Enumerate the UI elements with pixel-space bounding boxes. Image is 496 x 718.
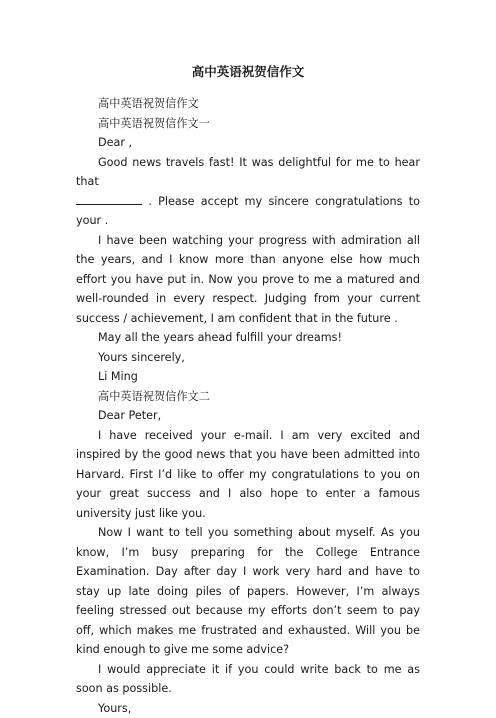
section-heading: 高中英语祝贺信作文二 bbox=[76, 387, 420, 407]
section-heading: 高中英语祝贺信作文 bbox=[76, 94, 420, 114]
closing: Yours, bbox=[76, 699, 420, 718]
closing: Yours sincerely, bbox=[76, 348, 420, 368]
body-paragraph-with-blank bbox=[76, 192, 420, 231]
salutation: Dear , bbox=[76, 133, 420, 153]
body-paragraph: I have been watching your progress with admiration all the years, and I know more than anyone else how much effort you have put in. Now you prove to me a matured and well-rounded in every respect. Judging from your current success / achievement, I am confident that in the future . bbox=[76, 231, 420, 329]
body-paragraph: Now I want to tell you something about myself. As you know, I’m busy preparing for the College Entrance Examination. Day after day I work very hard and have to stay up late doing piles of papers. However, I’m always feeling stressed out because my efforts don’t seem to pay off, which makes me frustrated and exhausted. Will you be kind enough to give me some advice? bbox=[76, 523, 420, 660]
document-body bbox=[76, 94, 420, 718]
document-title: 高中英语祝贺信作文 bbox=[0, 64, 496, 80]
body-paragraph: I would appreciate it if you could write back to me as soon as possible. bbox=[76, 660, 420, 699]
section-heading: 高中英语祝贺信作文一 bbox=[76, 114, 420, 134]
body-paragraph-text: . Please accept my sincere congratulations to your . bbox=[76, 195, 420, 228]
fill-in-blank bbox=[76, 194, 142, 205]
signature: Li Ming bbox=[76, 367, 420, 387]
body-paragraph: I have received your e-mail. I am very excited and inspired by the good news that you have been admitted into Harvard. First I’d like to offer my congratulations to you on your great success and I also hope to enter a famous university just like you. bbox=[76, 426, 420, 524]
body-paragraph: May all the years ahead fulfill your dreams! bbox=[76, 328, 420, 348]
body-paragraph: Good news travels fast! It was delightful for me to hear that bbox=[76, 153, 420, 192]
salutation: Dear Peter, bbox=[76, 406, 420, 426]
